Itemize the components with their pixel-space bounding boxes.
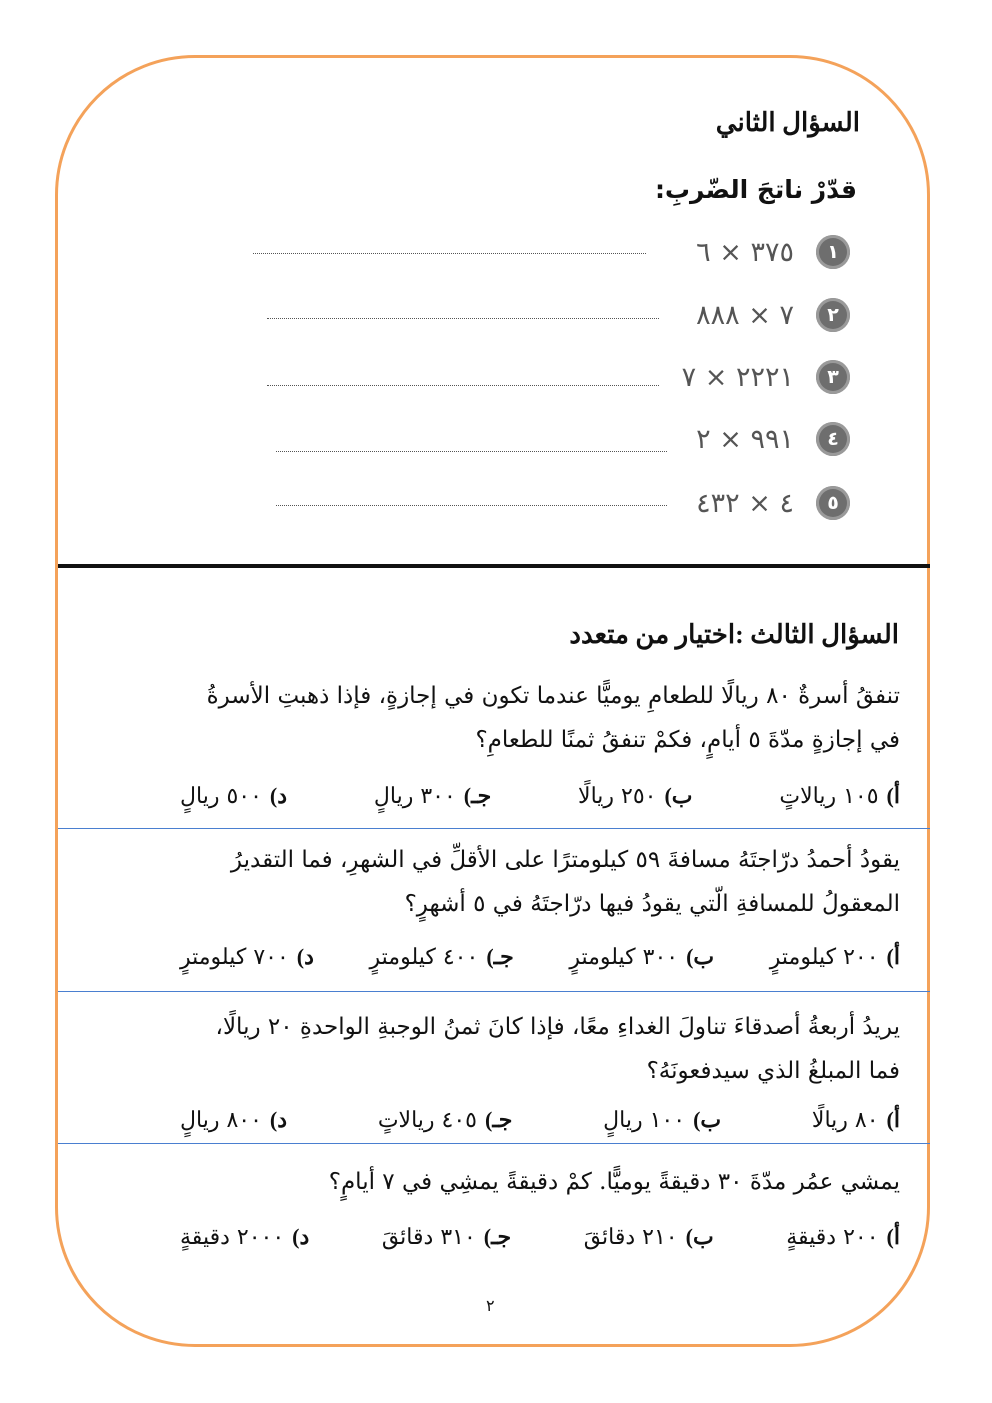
problem-expression: ٢٢٢١ × ٧ xyxy=(681,361,794,393)
option-c[interactable]: جـ)٣١٠ دقائقَ xyxy=(381,1224,512,1250)
problem-expression: ٣٧٥ × ٦ xyxy=(696,236,794,268)
question-2-options xyxy=(180,944,900,970)
answer-line-2[interactable] xyxy=(267,318,659,319)
option-c[interactable]: جـ)٤٠٥ ريالاتٍ xyxy=(377,1107,513,1133)
problem-1 xyxy=(696,232,850,272)
problem-expression: ٩٩١ × ٢ xyxy=(696,423,794,455)
question-1-options xyxy=(180,783,900,809)
section2-title: السؤال الثاني xyxy=(715,108,860,137)
option-d[interactable]: د)٥٠٠ ريالٍ xyxy=(180,783,288,809)
option-a[interactable]: أ)١٠٥ ريالاتٍ xyxy=(779,783,900,809)
question-2-text: يقودُ أحمدُ درّاجتَهُ مسافةَ ٥٩ كيلومترًا على الأقلِّ في الشهرِ، فما التقديرُ المعقولُ للمسافةِ الّتي يقودُ فيها درّاجتَهُ في ٥ أشهرٍ؟ xyxy=(230,847,900,917)
answer-line-5[interactable] xyxy=(276,505,667,506)
page-number: ٢ xyxy=(486,1296,495,1315)
option-d[interactable]: د)٢٠٠٠ دقيقةٍ xyxy=(180,1224,310,1250)
option-c[interactable]: جـ)٤٠٠ كيلومترٍ xyxy=(369,944,514,970)
problem-4 xyxy=(696,419,850,459)
option-a[interactable]: أ)٨٠ ريالًا xyxy=(811,1107,900,1133)
problem-number-badge: ٣ xyxy=(816,360,850,394)
question-separator xyxy=(58,1143,930,1144)
option-b[interactable]: ب)١٠٠ ريالٍ xyxy=(603,1107,722,1133)
option-b[interactable]: ب)٢٥٠ ريالًا xyxy=(578,783,693,809)
problem-5 xyxy=(696,483,850,523)
question-1-text: تنفقُ أسرةٌ ٨٠ ريالًا للطعامِ يوميًّا عندما تكون في إجازةٍ، فإذا ذهبتِ الأسرةُ في إجازةٍ مدّةَ ٥ أيامٍ، فكمْ تنفقُ ثمنًا للطعامِ؟ xyxy=(206,683,900,753)
question-3-options xyxy=(180,1107,900,1133)
question-3-text: يريدُ أربعةُ أصدقاءَ تناولَ الغداءِ معًا، فإذا كانَ ثمنُ الوجبةِ الواحدةِ ٢٠ ريالًا، فما المبلغُ الذي سيدفعونَهُ؟ xyxy=(215,1014,900,1084)
option-b[interactable]: ب)٣٠٠ كيلومترٍ xyxy=(569,944,715,970)
section2-instruction: قدّرْ ناتجَ الضّربِ: xyxy=(654,175,857,204)
section-divider xyxy=(58,564,930,568)
problem-3 xyxy=(682,357,850,397)
problem-2 xyxy=(696,295,850,335)
answer-line-1[interactable] xyxy=(253,253,646,254)
question-4-text: يمشي عمُر مدّةَ ٣٠ دقيقةً يوميًّا. كمْ دقيقةً يمشِي في ٧ أيامٍ؟ xyxy=(328,1169,900,1195)
section3-title: السؤال الثالث :اختيار من متعدد xyxy=(569,620,899,649)
option-d[interactable]: د)٨٠٠ ريالٍ xyxy=(180,1107,288,1133)
option-a[interactable]: أ)٢٠٠ كيلومترٍ xyxy=(769,944,900,970)
question-4-options xyxy=(180,1224,900,1250)
option-a[interactable]: أ)٢٠٠ دقيقةٍ xyxy=(786,1224,900,1250)
answer-line-3[interactable] xyxy=(267,385,659,386)
question-separator xyxy=(58,991,930,992)
option-d[interactable]: د)٧٠٠ كيلومترٍ xyxy=(180,944,314,970)
option-c[interactable]: جـ)٣٠٠ ريالٍ xyxy=(373,783,492,809)
answer-line-4[interactable] xyxy=(276,451,667,452)
question-separator xyxy=(58,828,930,829)
problem-number-badge: ٢ xyxy=(816,298,850,332)
problem-expression: ٤ × ٤٣٢ xyxy=(696,487,794,519)
problem-number-badge: ١ xyxy=(816,235,850,269)
problem-number-badge: ٤ xyxy=(816,422,850,456)
problem-expression: ٧ × ٨٨٨ xyxy=(696,299,794,331)
problem-number-badge: ٥ xyxy=(816,486,850,520)
option-b[interactable]: ب)٢١٠ دقائقَ xyxy=(583,1224,714,1250)
